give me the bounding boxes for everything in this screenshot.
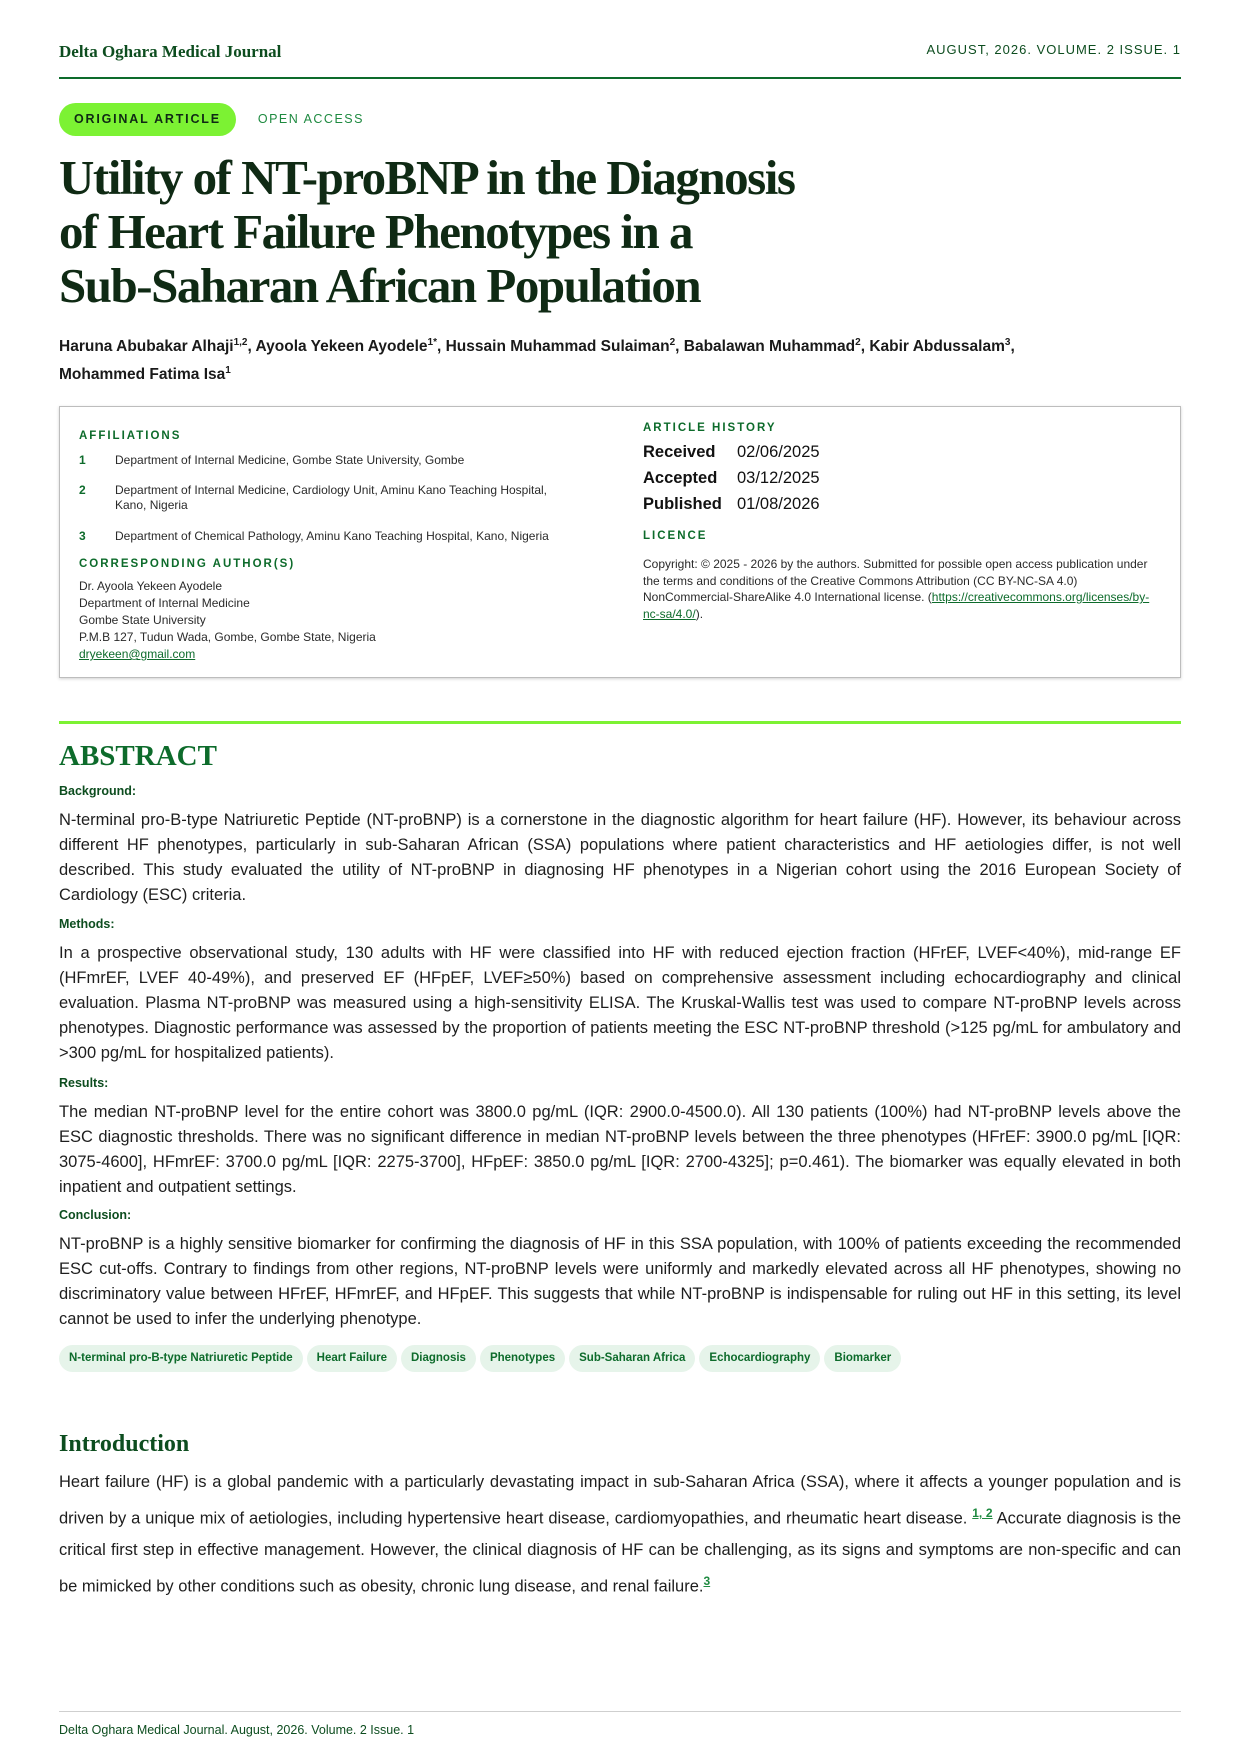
abstract-heading: ABSTRACT: [59, 740, 217, 772]
article-info-box: [59, 406, 1181, 678]
corresponding-address: P.M.B 127, Tudun Wada, Gombe, Gombe State, Nigeria: [79, 630, 376, 644]
author-affiliation-mark: 1: [225, 365, 231, 377]
keyword-tag: N-terminal pro-B-type Natriuretic Peptide: [59, 1345, 303, 1372]
title-line-2: of Heart Failure Phenotypes in a: [59, 204, 692, 259]
journal-name: Delta Oghara Medical Journal: [59, 42, 282, 61]
introduction-text: Heart failure (HF) is a global pandemic with a particularly devastating impact in sub-Saharan Africa (SSA), where it affects a younger population and is driven by a unique mix of aetiologies, including hypertensive heart disease, cardiomyopathies, and rheumatic heart disease. $^{1, 2}$ Accurate diagnosis is the critical first step in effective management. However, the clinical diagnosis of HF can be challenging, as its signs and symptoms are non-specific and can be mimicked by other conditions such as obesity, chronic lung disease, and renal failure.$^3$: [59, 1473, 1182, 1595]
citation-link[interactable]: 3: [703, 1573, 711, 1588]
keyword-tag: Echocardiography: [699, 1345, 820, 1372]
author: Mohammed Fatima Isa$^1$: [59, 365, 231, 384]
title-line-1: Utility of NT-proBNP in the Diagnosis: [59, 150, 795, 205]
author-affiliation-mark: 2: [855, 337, 861, 348]
background-text: N-terminal pro-B-type Natriuretic Peptide (NT-proBNP) is a cornerstone in the diagnostic algorithm for heart failure (HF). However, its behaviour across different HF phenotypes, particularly in sub-Saharan African (SSA) populations where patient characteristics and HF aetiologies differ, is not well described. This study evaluated the utility of NT-proBNP in diagnosing HF phenotypes in a Nigerian cohort using the 2016 European Society of Cardiology (ESC) criteria.: [59, 811, 1181, 904]
licence-text: Copyright: © 2025 - 2026 by the authors. Submitted for possible open access publication under the terms and conditions of the Creative Commons Attribution (CC BY-NC-SA 4.0) NonCommercial-ShareAlike 4.0 International license. (https://creativecommons.org/licenses/by-nc-sa/4.0/).: [643, 557, 1150, 621]
footer-text: Delta Oghara Medical Journal. August, 2026. Volume. 2 Issue. 1: [59, 1723, 415, 1737]
citation-link[interactable]: 1, 2: [972, 1506, 993, 1520]
title-line-3: Sub-Saharan African Population: [59, 258, 701, 313]
conclusion-label: Conclusion:: [59, 1208, 132, 1222]
affiliation-text: Department of Internal Medicine, Gombe State University, Gombe: [115, 453, 465, 467]
affiliation-number: 2: [79, 483, 86, 497]
author: Ayoola Yekeen Ayodele$^{1*}$,: [255, 337, 446, 356]
licence-heading: LICENCE: [643, 530, 708, 542]
abstract-divider: [59, 721, 1181, 724]
keyword-tag: Phenotypes: [480, 1345, 565, 1372]
licence-link[interactable]: https://creativecommons.org/licenses/by-nc-sa/4.0/: [643, 590, 1150, 621]
history-published: Published 01/08/2026: [643, 495, 820, 513]
article-title: [59, 151, 959, 313]
results-label: Results:: [59, 1076, 109, 1090]
article-badges: [59, 103, 364, 136]
keyword-tag: Biomarker: [824, 1345, 901, 1372]
history-accepted: Accepted 03/12/2025: [643, 469, 820, 487]
corresponding-heading: CORRESPONDING AUTHOR(S): [79, 558, 296, 570]
results-text: The median NT-proBNP level for the entire cohort was 3800.0 pg/mL (IQR: 2900.0-4500.0). All 130 patients (100%) had NT-proBNP levels above the ESC diagnostic thresholds. There was no significant difference in median NT-proBNP levels between the three phenotypes (HFrEF: 3900.0 pg/mL [IQR: 3075-4600], HFmrEF: 3700.0 pg/mL [IQR: 2275-3700], HFpEF: 3850.0 pg/mL [IQR: 2700-4325]; p=0.461). The biomarker was equally elevated in both inpatient and outpatient settings.: [59, 1103, 1181, 1196]
keyword-tag: Sub-Saharan Africa: [569, 1345, 695, 1372]
corresponding-name: Dr. Ayoola Yekeen Ayodele: [79, 579, 223, 593]
history-received: Received 02/06/2025: [643, 443, 820, 461]
background-label: Background:: [59, 784, 137, 798]
article-type-badge: ORIGINAL ARTICLE: [59, 103, 236, 136]
author: Hussain Muhammad Sulaiman$^2$,: [445, 337, 684, 356]
footer-divider: [59, 1711, 1181, 1712]
affiliation-text: Department of Chemical Pathology, Aminu Kano Teaching Hospital, Kano, Nigeria: [115, 529, 549, 543]
keyword-tag: Heart Failure: [307, 1345, 397, 1372]
author-affiliation-mark: 1,2: [233, 337, 248, 348]
affiliation-number: 1: [79, 453, 86, 467]
keyword-list: [59, 1345, 905, 1372]
author-list: [59, 331, 1181, 387]
affiliation-number: 3: [79, 529, 86, 543]
author: Kabir Abdussalam$^3$,: [869, 337, 1015, 356]
author-affiliation-mark: 2: [669, 337, 676, 348]
corresponding-department: Department of Internal Medicine: [79, 596, 250, 610]
author-affiliation-mark: 3: [1004, 337, 1011, 348]
keyword-tag: Diagnosis: [401, 1345, 476, 1372]
affiliation-text: Department of Internal Medicine, Cardiology Unit, Aminu Kano Teaching Hospital, Kano, Nigeria: [115, 483, 548, 512]
header-divider: [59, 77, 1181, 79]
affiliations-heading: AFFILIATIONS: [79, 430, 182, 442]
methods-label: Methods:: [59, 917, 115, 931]
methods-text: In a prospective observational study, 130 adults with HF were classified into HF with reduced ejection fraction (HFrEF, LVEF<40%), mid-range EF (HFmrEF, LVEF 40-49%), and preserved EF (HFpEF, LVEF≥50%) based on comprehensive assessment including echocardiography and clinical evaluation. Plasma NT-proBNP was measured using a high-sensitivity ELISA. The Kruskal-Wallis test was used to compare NT-proBNP levels across phenotypes. Diagnostic performance was assessed by the proportion of patients meeting the ESC NT-proBNP threshold (>125 pg/mL for ambulatory and >300 pg/mL for hospitalized patients).: [59, 944, 1181, 1062]
running-header: [59, 40, 1181, 80]
issue-info: AUGUST, 2026. VOLUME. 2 ISSUE. 1: [926, 42, 1181, 57]
author: Haruna Abubakar Alhaji$^{1,2}$,: [59, 337, 256, 356]
open-access-label: OPEN ACCESS: [257, 112, 364, 126]
introduction-heading: Introduction: [59, 1431, 190, 1457]
author: Babalawan Muhammad$^2$,: [683, 337, 870, 356]
conclusion-text: NT-proBNP is a highly sensitive biomarker for confirming the diagnosis of HF in this SSA population, with 100% of patients exceeding the recommended ESC cut-offs. Contrary to findings from other regions, NT-proBNP levels were uniformly and markedly elevated across all HF phenotypes, showing no discriminatory value between HFrEF, HFmrEF, and HFpEF. This suggests that while NT-proBNP is indispensable for ruling out HF in this setting, its level cannot be used to infer the underlying phenotype.: [59, 1235, 1181, 1328]
corresponding-email-link[interactable]: dryekeen@gmail.com: [79, 647, 196, 661]
corresponding-institution: Gombe State University: [79, 613, 206, 627]
author-affiliation-mark: 1*: [427, 337, 437, 348]
history-heading: ARTICLE HISTORY: [643, 422, 777, 434]
